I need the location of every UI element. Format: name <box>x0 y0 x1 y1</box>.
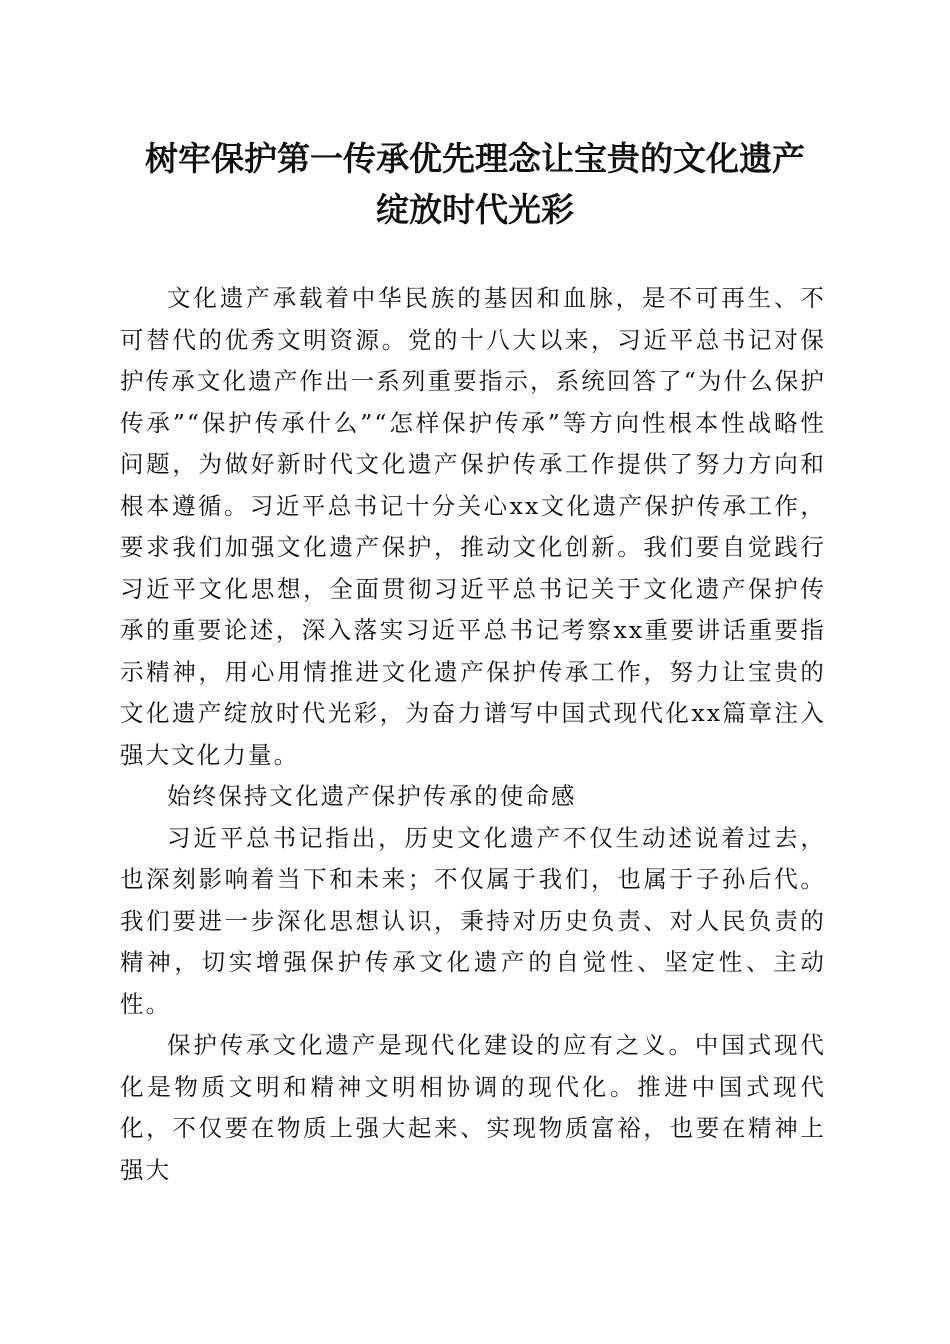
title-line-1: 树牢保护第一传承优先理念让宝贵的文化遗产 <box>145 139 805 178</box>
document-title <box>110 133 840 235</box>
title-line-2: 绽放时代光彩 <box>376 190 574 229</box>
section-paragraph-1: 习近平总书记指出，历史文化遗产不仅生动述说着过去，也深刻影响着当下和未来；不仅属于我们，也属于子孙后代。我们要进一步深化思想认识，秉持对历史负责、对人民负责的精神，切实增强保护传承文化遗产的自觉性、坚定性、主动性。 <box>120 823 826 1018</box>
document-body <box>120 278 826 1191</box>
section-heading: 始终保持文化遗产保护传承的使命感 <box>167 782 577 810</box>
section-paragraph-2: 保护传承文化遗产是现代化建设的应有之义。中国式现代化是物质文明和精神文明相协调的现代化。推进中国式现代化，不仅要在物质上强大起来、实现物质富裕，也要在精神上强大 <box>120 1031 826 1184</box>
intro-paragraph: 文化遗产承载着中华民族的基因和血脉，是不可再生、不可替代的优秀文明资源。党的十八大以来，习近平总书记对保护传承文化遗产作出一系列重要指示，系统回答了“为什么保护传承”“保护传承什么”“怎样保护传承”等方向性根本性战略性问题，为做好新时代文化遗产保护传承工作提供了努力方向和根本遵循。习近平总书记十分关心xx文化遗产保护传承工作，要求我们加强文化遗产保护，推动文化创新。我们要自觉践行习近平文化思想，全面贯彻习近平总书记关于文化遗产保护传承的重要论述，深入落实习近平总书记考察xx重要讲话重要指示精神，用心用情推进文化遗产保护传承工作，努力让宝贵的文化遗产绽放时代光彩，为奋力谱写中国式现代化xx篇章注入强大文化力量。 <box>120 284 826 769</box>
